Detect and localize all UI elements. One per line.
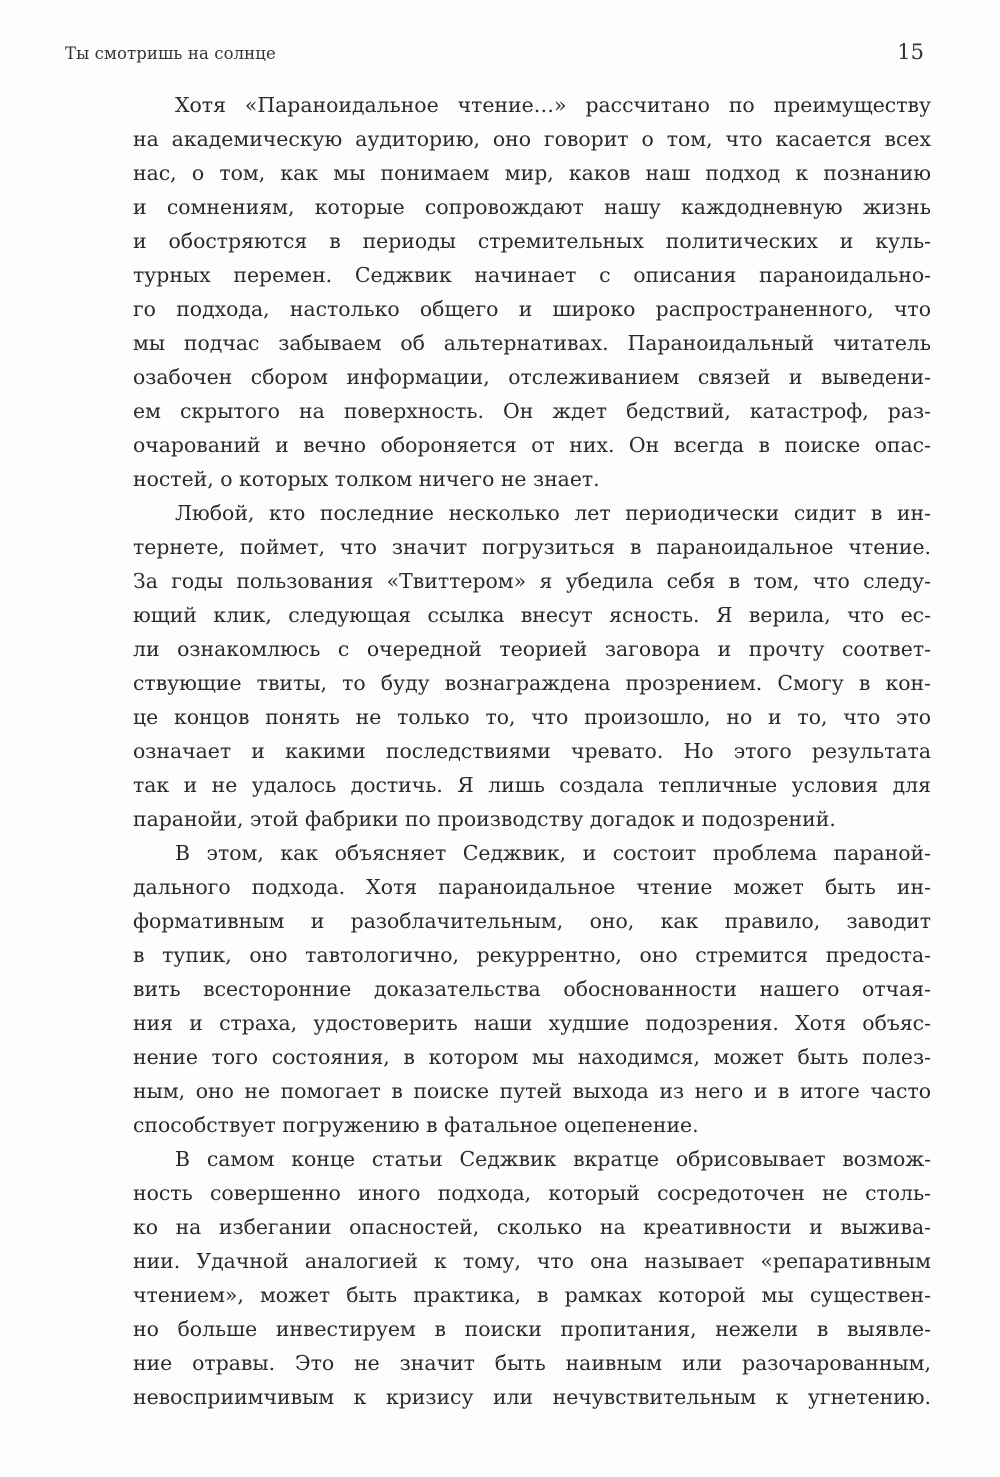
- text-line: формативным и разоблачительным, оно, как правило, заводит: [133, 909, 931, 933]
- text-line: Любой, кто последние несколько лет периодически сидит в ин-: [175, 501, 931, 525]
- text-line: ность совершенно иного подхода, который сосредоточен не столь-: [133, 1181, 931, 1205]
- text-line: В этом, как объясняет Седжвик, и состоит проблема параной-: [175, 841, 931, 865]
- text-line: означает и какими последствиями чревато. Но этого результата: [133, 739, 931, 763]
- text-line: и сомнениям, которые сопровождают нашу каждодневную жизнь: [133, 195, 931, 219]
- text-line: паранойи, этой фабрики по производству догадок и подозрений.: [133, 807, 836, 831]
- paragraph: [133, 88, 931, 496]
- text-line: и обостряются в периоды стремительных политических и куль-: [133, 229, 931, 253]
- running-head: Ты смотришь на солнце: [65, 44, 276, 63]
- text-line: нии. Удачной аналогией к тому, что она называет «репаративным: [133, 1249, 931, 1273]
- paragraph: [133, 836, 931, 1142]
- text-line: в тупик, оно тавтологично, рекуррентно, оно стремится предоста-: [133, 943, 931, 967]
- paragraph: [133, 496, 931, 836]
- text-line: чтением», может быть практика, в рамках которой мы существен-: [133, 1283, 931, 1307]
- text-line: так и не удалось достичь. Я лишь создала тепличные условия для: [133, 773, 931, 797]
- text-line: на академическую аудиторию, оно говорит о том, что касается всех: [133, 127, 931, 151]
- text-line: За годы пользования «Твиттером» я убедила себя в том, что следу-: [133, 569, 931, 593]
- text-line: нас, о том, как мы понимаем мир, каков наш подход к познанию: [133, 161, 931, 185]
- text-line: В самом конце статьи Седжвик вкратце обрисовывает возмож-: [175, 1147, 931, 1171]
- text-line: способствует погружению в фатальное оцепенение.: [133, 1113, 699, 1137]
- text-line: го подхода, настолько общего и широко распространенного, что: [133, 297, 931, 321]
- text-line: ем скрытого на поверхность. Он ждет бедствий, катастроф, раз-: [133, 399, 931, 423]
- text-line: нение того состояния, в котором мы находимся, может быть полез-: [133, 1045, 931, 1069]
- text-line: ко на избегании опасностей, сколько на креативности и выжива-: [133, 1215, 931, 1239]
- text-line: тернете, поймет, что значит погрузиться в параноидальное чтение.: [133, 535, 931, 559]
- text-line: ния и страха, удостоверить наши худшие подозрения. Хотя объяс-: [133, 1011, 931, 1035]
- text-line: озабочен сбором информации, отслеживанием связей и выведени-: [133, 365, 931, 389]
- text-line: ли ознакомлюсь с очередной теорией заговора и прочту соответ-: [133, 637, 931, 661]
- text-line: ние отравы. Это не значит быть наивным или разочарованным,: [133, 1351, 931, 1375]
- text-line: ным, оно не помогает в поиске путей выхода из него и в итоге часто: [133, 1079, 931, 1103]
- text-line: ствующие твиты, то буду вознаграждена прозрением. Смогу в кон-: [133, 671, 931, 695]
- text-line: но больше инвестируем в поиски пропитания, нежели в выявле-: [133, 1317, 931, 1341]
- page-number: 15: [897, 40, 924, 64]
- text-line: дального подхода. Хотя параноидальное чтение может быть ин-: [133, 875, 931, 899]
- text-line: невосприимчивым к кризису или нечувствительным к угнетению.: [133, 1385, 931, 1409]
- text-line: ностей, о которых толком ничего не знает.: [133, 467, 600, 491]
- body-text: [133, 88, 931, 1414]
- text-line: очарований и вечно обороняется от них. Он всегда в поиске опас-: [133, 433, 931, 457]
- text-line: ющий клик, следующая ссылка внесут ясность. Я верила, что ес-: [133, 603, 931, 627]
- text-line: вить всесторонние доказательства обоснованности нашего отчая-: [133, 977, 931, 1001]
- text-line: це концов понять не только то, что произошло, но и то, что это: [133, 705, 931, 729]
- text-line: турных перемен. Седжвик начинает с описания параноидально-: [133, 263, 931, 287]
- paragraph: [133, 1142, 931, 1414]
- text-line: Хотя «Параноидальное чтение…» рассчитано по преимуществу: [175, 93, 931, 117]
- text-line: мы подчас забываем об альтернативах. Параноидальный читатель: [133, 331, 931, 355]
